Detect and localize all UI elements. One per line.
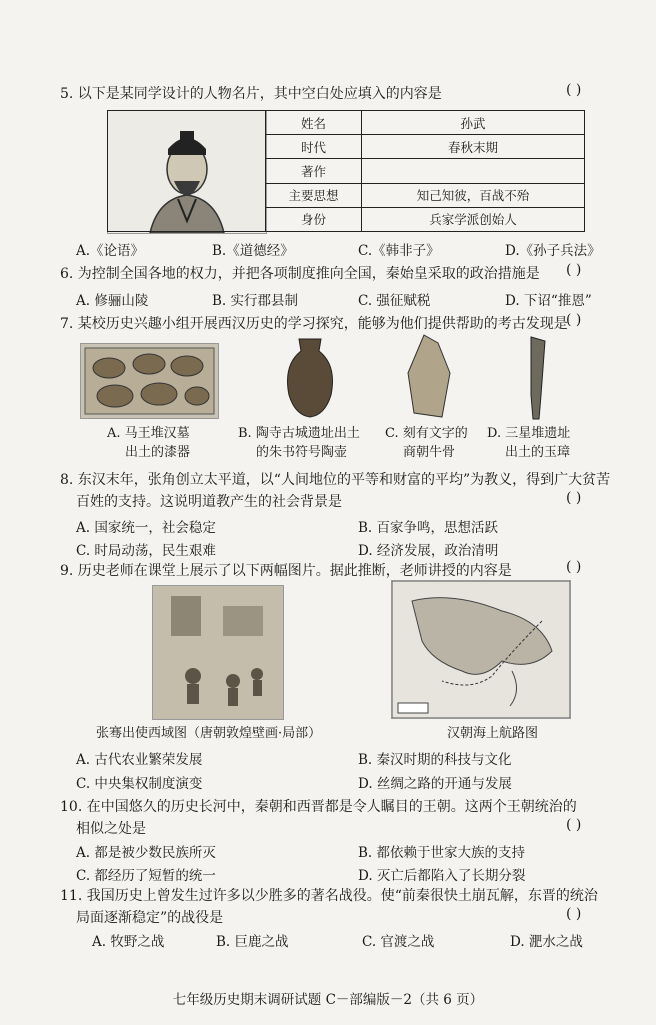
card-label-identity: 身份: [266, 207, 362, 231]
q10-option-b: B. 都依赖于世家大族的支持: [358, 845, 526, 861]
q9-stem: 9. 历史老师在课堂上展示了以下两幅图片。据此推断，老师讲授的内容是: [60, 563, 512, 579]
q8-stem-line1: 8. 东汉末年，张角创立太平道，以“人间地位的平等和财富的平均”为教义，得到广大贫苦: [60, 472, 611, 488]
q9-caption-left: 张骞出使西域图（唐朝敦煌壁画·局部）: [96, 726, 322, 741]
q10-stem-line1: 10. 在中国悠久的历史长河中，秦朝和西晋都是令人瞩目的王朝。这两个王朝统治的: [60, 799, 577, 815]
q11-answer-paren: ( ): [566, 906, 582, 922]
q6-option-b: B. 实行郡县制: [212, 293, 299, 309]
card-value-identity: 兵家学派创始人: [362, 207, 585, 231]
q11-option-b: B. 巨鹿之战: [216, 934, 289, 950]
q7-option-b: B. 陶寺古城遗址出土 的朱书符号陶壶: [238, 426, 360, 460]
card-label-name: 姓名: [266, 111, 362, 135]
dunhuang-mural-image: [152, 585, 284, 720]
q8-option-a: A. 国家统一，社会稳定: [76, 520, 216, 536]
q7-option-a: A. 马王堆汉墓 出土的漆器: [107, 426, 191, 460]
page-footer: 七年级历史期末调研试题 C－部编版－2（共 6 页）: [172, 992, 484, 1008]
q9-option-d: D. 丝绸之路的开通与发展: [358, 776, 512, 792]
card-value-era: 春秋末期: [362, 135, 585, 159]
q6-option-a: A. 修骊山陵: [76, 293, 149, 309]
q8-option-c: C. 时局动荡，民生艰难: [76, 543, 216, 559]
card-label-thought: 主要思想: [266, 183, 362, 207]
q8-option-b: B. 百家争鸣，思想活跃: [358, 520, 499, 536]
han-sea-route-map: [391, 580, 571, 719]
oracle-bone-photo: [404, 333, 454, 419]
jade-zhang-photo: [521, 335, 551, 421]
q11-stem-line1: 11. 我国历史上曾发生过许多以少胜多的著名战役。使“前秦很快土崩瓦解，东晋的统治: [60, 888, 598, 904]
q8-answer-paren: ( ): [566, 490, 582, 506]
q7-stem: 7. 某校历史兴趣小组开展西汉历史的学习探究，能够为他们提供帮助的考古发现是: [60, 316, 568, 332]
q7-answer-paren: ( ): [566, 312, 582, 328]
q7-option-c: C. 刻有文字的 商朝牛骨: [385, 426, 468, 460]
card-value-thought: 知己知彼，百战不殆: [362, 183, 585, 207]
q5-option-c: C.《韩非子》: [358, 243, 440, 259]
q10-option-a: A. 都是被少数民族所灭: [76, 845, 216, 861]
card-label-works: 著作: [266, 159, 362, 183]
q9-option-c: C. 中央集权制度演变: [76, 776, 203, 792]
q9-option-b: B. 秦汉时期的科技与文化: [358, 752, 512, 768]
pottery-jar-photo: [279, 335, 341, 419]
q5-stem: 5. 以下是某同学设计的人物名片，其中空白处应填入的内容是: [60, 86, 442, 102]
q11-option-c: C. 官渡之战: [362, 934, 435, 950]
q8-stem-line2: 百姓的支持。这说明道教产生的社会背景是: [76, 494, 342, 510]
q9-caption-right: 汉朝海上航路图: [447, 726, 539, 741]
lacquerware-photo: [80, 343, 219, 419]
q10-stem-line2: 相似之处是: [76, 821, 146, 837]
card-label-era: 时代: [266, 135, 362, 159]
q9-option-a: A. 古代农业繁荣发展: [76, 752, 203, 768]
q10-answer-paren: ( ): [566, 817, 582, 833]
q5-answer-paren: ( ): [566, 82, 582, 98]
q6-stem: 6. 为控制全国各地的权力，并把各项制度推向全国，秦始皇采取的政治措施是: [60, 266, 540, 282]
q5-option-b: B.《道德经》: [212, 243, 294, 259]
q9-answer-paren: ( ): [566, 559, 582, 575]
q10-option-d: D. 灭亡后都陷入了长期分裂: [358, 868, 526, 884]
q6-answer-paren: ( ): [566, 262, 582, 278]
person-card: [107, 110, 585, 232]
q6-option-d: D. 下诏“推恩”: [505, 293, 592, 309]
card-value-works-blank: [362, 159, 585, 183]
q11-option-d: D. 淝水之战: [510, 934, 583, 950]
q10-option-c: C. 都经历了短暂的统一: [76, 868, 216, 884]
q5-option-d: D.《孙子兵法》: [505, 243, 601, 259]
q6-option-c: C. 强征赋税: [358, 293, 431, 309]
card-value-name: 孙武: [362, 111, 585, 135]
q5-option-a: A.《论语》: [76, 243, 145, 259]
q11-stem-line2: 局面逐渐稳定”的战役是: [76, 910, 224, 926]
q11-option-a: A. 牧野之战: [92, 934, 165, 950]
q8-option-d: D. 经济发展，政治清明: [358, 543, 499, 559]
q7-option-d: D. 三星堆遗址 出土的玉璋: [487, 426, 571, 460]
